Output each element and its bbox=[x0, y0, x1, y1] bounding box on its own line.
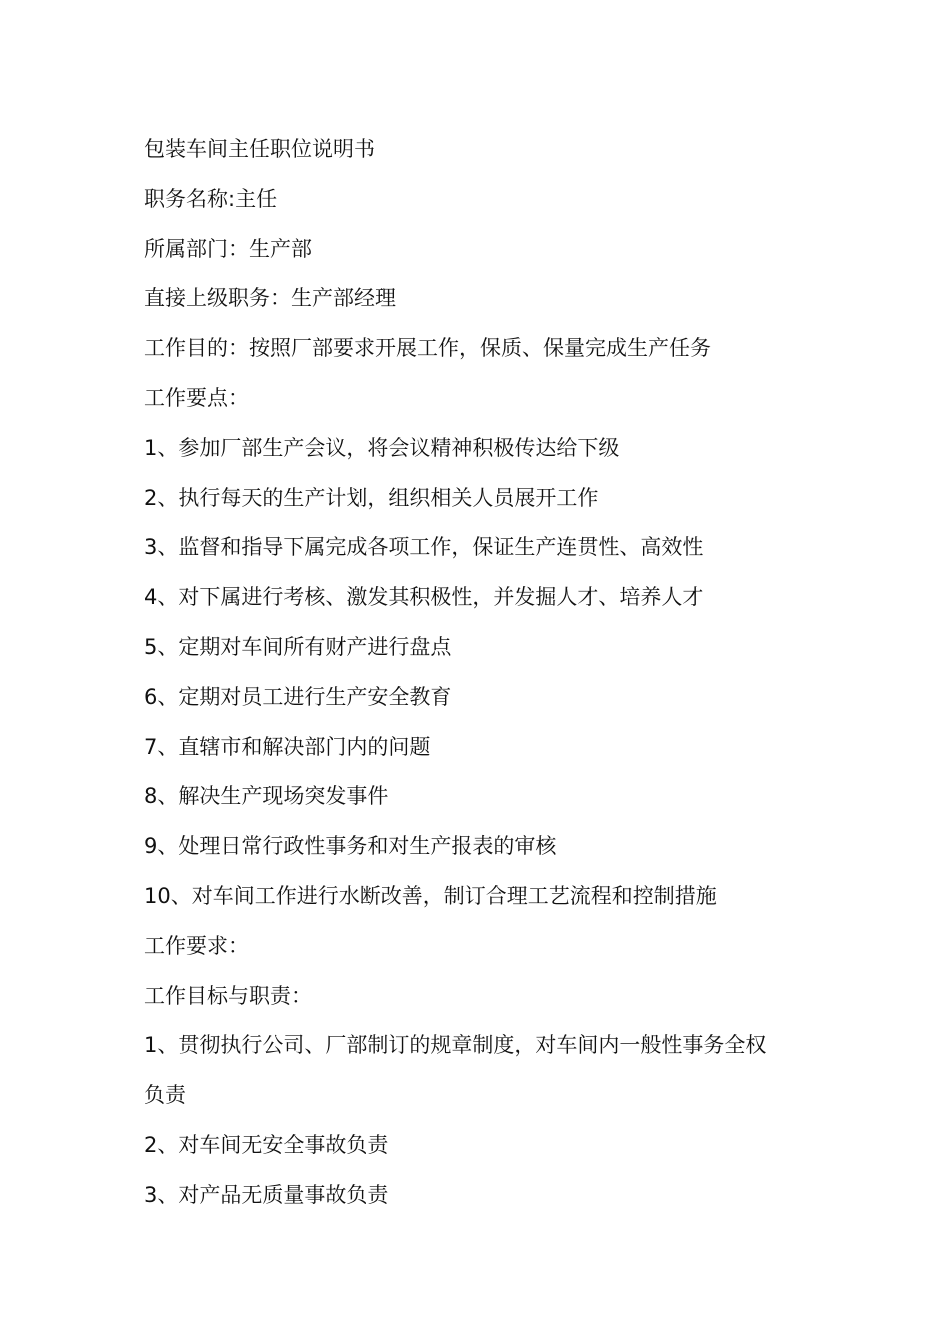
key-point-item: 5、定期对车间所有财产进行盘点 bbox=[144, 634, 452, 659]
responsibility-item: 2、对车间无安全事故负责 bbox=[144, 1132, 389, 1157]
document-body bbox=[144, 125, 824, 1221]
key-point-item: 8、解决生产现场突发事件 bbox=[144, 784, 389, 809]
direct-superior: 直接上级职务：生产部经理 bbox=[144, 286, 396, 311]
responsibility-item: 1、贯彻执行公司、厂部制订的规章制度，对车间内一般性事务全权 bbox=[144, 1033, 767, 1058]
requirements-heading: 工作要求： bbox=[144, 933, 249, 958]
key-points-heading: 工作要点： bbox=[144, 385, 249, 410]
responsibility-item-continuation: 负责 bbox=[144, 1083, 186, 1108]
key-point-item: 4、对下属进行考核、激发其积极性，并发掘人才、培养人才 bbox=[144, 585, 704, 610]
responsibility-item: 3、对产品无质量事故负责 bbox=[144, 1182, 389, 1207]
key-points-list bbox=[144, 424, 824, 922]
position-name: 职务名称:主任 bbox=[144, 186, 278, 211]
department: 所属部门：生产部 bbox=[144, 236, 312, 261]
responsibilities-heading: 工作目标与职责： bbox=[144, 983, 312, 1008]
key-point-item: 3、监督和指导下属完成各项工作，保证生产连贯性、高效性 bbox=[144, 535, 704, 560]
key-point-item: 9、处理日常行政性事务和对生产报表的审核 bbox=[144, 834, 557, 859]
key-point-item: 1、参加厂部生产会议，将会议精神积极传达给下级 bbox=[144, 435, 620, 460]
key-point-item: 7、直辖市和解决部门内的问题 bbox=[144, 734, 431, 759]
key-point-item: 2、执行每天的生产计划，组织相关人员展开工作 bbox=[144, 485, 599, 510]
work-purpose: 工作目的：按照厂部要求开展工作，保质、保量完成生产任务 bbox=[144, 336, 711, 361]
key-point-item: 10、对车间工作进行水断改善，制订合理工艺流程和控制措施 bbox=[144, 883, 717, 908]
document-title: 包装车间主任职位说明书 bbox=[144, 137, 375, 161]
responsibilities-list bbox=[144, 1021, 824, 1220]
key-point-item: 6、定期对员工进行生产安全教育 bbox=[144, 684, 452, 709]
